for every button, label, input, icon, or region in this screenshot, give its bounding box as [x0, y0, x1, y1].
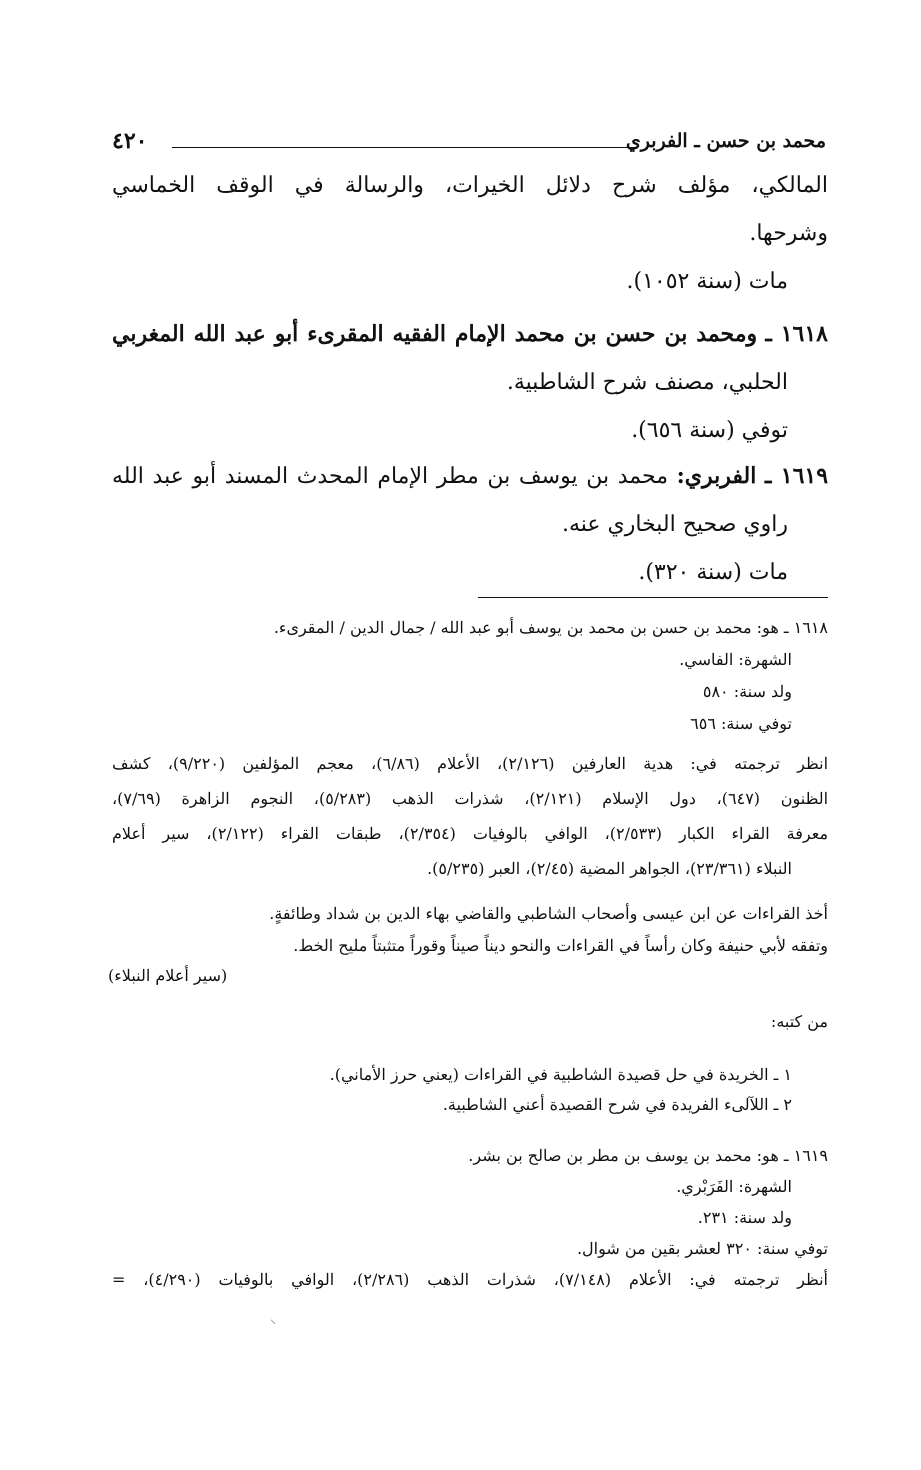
fn-1618-work-2: ٢ ـ اللآلىء الفريدة في شرح القصيدة أعني الشاطبية.	[442, 1095, 792, 1114]
entry-1618	[112, 310, 828, 455]
footnote-1618-references	[112, 746, 828, 886]
fn-1619-died: توفي سنة: ٣٢٠ لعشر بقين من شوال.	[576, 1239, 828, 1258]
entry-1619-number: ١٦١٩ ـ	[764, 463, 829, 489]
page-number: ٤٢٠	[112, 128, 148, 154]
entry-1619-desc: محمد بن يوسف بن مطر الإمام المحدث المسند أبو عبد الله	[112, 464, 677, 489]
footnote-rule	[478, 597, 828, 598]
footnote-1618-works	[112, 1060, 828, 1120]
continuation-line-2: وشرحها.	[749, 221, 828, 246]
entry-1618-number: ١٦١٨ ـ	[765, 321, 828, 347]
footnote-1618-works-head	[112, 1006, 828, 1038]
entry-1619-name: الفربري:	[676, 463, 757, 489]
fn-1619-refs-1: أنظر ترجمته في: الأعلام (٧/١٤٨)، شذرات الذهب (٢/٢٨٦)، الوافي بالوفيات (٤/٢٩٠)، =	[112, 1270, 828, 1289]
running-title: محمد بن حسن ـ الفربري	[625, 130, 826, 152]
footnote-1618-identity	[112, 612, 828, 740]
fn-1618-quote-1: أخذ القراءات عن ابن عيسى وأصحاب الشاطبي والقاضي بهاء الدين بن شداد وطائفةٍ.	[269, 904, 828, 923]
fn-1618-work-1: ١ ـ الخريدة في حل قصيدة الشاطبية في القراءات (يعني حرز الأماني).	[329, 1065, 792, 1084]
continuation-line-1: المالكي، مؤلف شرح دلائل الخيرات، والرسالة في الوقف الخماسي	[112, 173, 828, 198]
entry-1619-line-2: راوي صحيح البخاري عنه.	[561, 512, 788, 537]
fn-1619-fame: الشهرة: الفَرَبْري.	[676, 1177, 792, 1196]
entry-1618-name: ومحمد بن حسن بن محمد الإمام الفقيه المقرىء أبو عبد الله المغربي	[112, 321, 758, 347]
scan-speck: ⸝	[269, 1312, 276, 1326]
fn-1618-refs-2: الظنون (٦٤٧)، دول الإسلام (٢/١٢١)، شذرات الذهب (٥/٢٨٣)، النجوم الزاهرة (٧/٦٩)،	[112, 789, 829, 808]
fn-1618-refs-4: النبلاء (٢٣/٣٦١)، الجواهر المضية (٢/٤٥)، العبر (٥/٢٣٥).	[427, 859, 792, 878]
footnote-1618-quote	[112, 898, 828, 962]
fn-1618-died: توفي سنة: ٦٥٦	[690, 714, 792, 733]
fn-1618-quote-source: (سير أعلام النبلاء)	[108, 966, 228, 985]
fn-1618-quote-2: وتفقه لأبي حنيفة وكان رأساً في القراءات والنحو ديناً صيناً وقوراً متثبتاً مليح الخط.	[293, 936, 828, 955]
fn-1618-fame: الشهرة: الفاسي.	[679, 650, 792, 669]
main-text	[112, 162, 828, 306]
fn-1618-head: ١٦١٨ ـ هو: محمد بن حسن بن محمد بن يوسف أبو عبد الله / جمال الدين / المقرىء.	[273, 618, 828, 637]
entry-1619-death: مات (سنة ٣٢٠).	[638, 560, 788, 585]
entry-1618-line-2: الحلبي، مصنف شرح الشاطبية.	[506, 370, 788, 395]
fn-1619-head: ١٦١٩ ـ هو: محمد بن يوسف بن مطر بن صالح بن بشر.	[468, 1146, 828, 1165]
entry-1618-death: توفي (سنة ٦٥٦).	[631, 418, 788, 443]
header-rule	[172, 147, 636, 148]
fn-1619-born: ولد سنة: ٢٣١.	[697, 1208, 792, 1227]
fn-1618-works-head: من كتبه:	[770, 1012, 828, 1031]
entry-1619	[112, 452, 828, 597]
continuation-death: مات (سنة ١٠٥٢).	[626, 269, 788, 294]
fn-1618-born: ولد سنة: ٥٨٠	[702, 682, 792, 701]
entry-1619-line-1	[112, 452, 828, 501]
entry-1618-line-1	[112, 310, 828, 359]
fn-1618-refs-1: انظر ترجمته في: هدية العارفين (٢/١٢٦)، الأعلام (٦/٨٦)، معجم المؤلفين (٩/٢٢٠)، كشف	[112, 754, 829, 773]
fn-1618-refs-3: معرفة القراء الكبار (٢/٥٣٣)، الوافي بالوفيات (٢/٣٥٤)، طبقات القراء (٢/١٢٢)، سير أعلام	[112, 824, 829, 843]
footnote-1619	[112, 1140, 828, 1295]
